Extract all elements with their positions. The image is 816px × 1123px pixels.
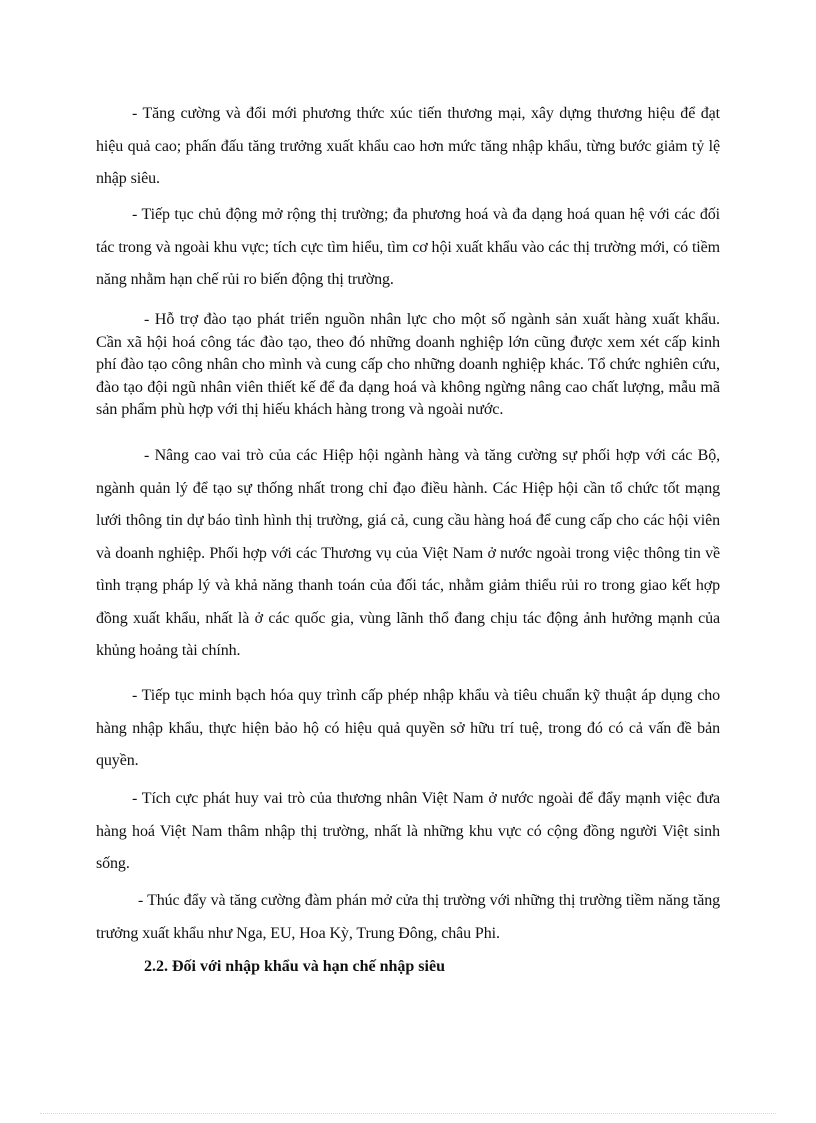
paragraph-overseas-traders: - Tích cực phát huy vai trò của thương nhân Việt Nam ở nước ngoài để đẩy mạnh việc đưa hàng hoá Việt Nam thâm nhập thị trường, nhất là những khu vực có cộng đồng người Việt sinh sống.	[96, 790, 720, 872]
paragraph-trade-promotion: - Tăng cường và đổi mới phương thức xúc tiến thương mại, xây dựng thương hiệu để đạt hiệu quả cao; phấn đấu tăng trưởng xuất khẩu cao hơn mức tăng nhập khẩu, từng bước giảm tỷ lệ nhập siêu.	[96, 105, 720, 187]
paragraph-training-support: - Hỗ trợ đào tạo phát triển nguồn nhân lực cho một số ngành sản xuất hàng xuất khẩu. Cần xã hội hoá công tác đào tạo, theo đó những doanh nghiệp lớn cũng được xem xét cấp kinh phí đào tạo công nhân cho mình và cung cấp cho những doanh nghiệp khác. Tổ chức nghiên cứu, đào tạo đội ngũ nhân viên thiết kế để đa dạng hoá và không ngừng nâng cao chất lượng, mẫu mã sản phẩm phù hợp với thị hiếu khách hàng trong và ngoài nước.	[96, 310, 720, 418]
paragraph-import-licensing: - Tiếp tục minh bạch hóa quy trình cấp phép nhập khẩu và tiêu chuẩn kỹ thuật áp dụng cho hàng nhập khẩu, thực hiện bảo hộ có hiệu quả quyền sở hữu trí tuệ, trong đó có cả vấn đề bản quyền.	[96, 687, 720, 769]
paragraph-market-negotiation: - Thúc đẩy và tăng cường đàm phán mở cửa thị trường với những thị trường tiềm năng tăng trưởng xuất khẩu như Nga, EU, Hoa Kỳ, Trung Đông, châu Phi.	[96, 892, 720, 942]
paragraph-market-expansion: - Tiếp tục chủ động mở rộng thị trường; đa phương hoá và đa dạng hoá quan hệ với các đối tác trong và ngoài khu vực; tích cực tìm hiểu, tìm cơ hội xuất khẩu vào các thị trường mới, có tiềm năng nhằm hạn chế rủi ro biến động thị trường.	[96, 206, 720, 288]
paragraph-industry-associations: - Nâng cao vai trò của các Hiệp hội ngành hàng và tăng cường sự phối hợp với các Bộ, ngành quản lý để tạo sự thống nhất trong chỉ đạo điều hành. Các Hiệp hội cần tổ chức tốt mạng lưới thông tin dự báo tình hình thị trường, giá cả, cung cầu hàng hoá để cung cấp cho các hội viên và doanh nghiệp. Phối hợp với các Thương vụ của Việt Nam ở nước ngoài trong việc thông tin về tình trạng pháp lý và khả năng thanh toán của đối tác, nhằm giảm thiểu rủi ro trong giao kết hợp đồng xuất khẩu, nhất là ở các quốc gia, vùng lãnh thổ đang chịu tác động ảnh hưởng mạnh của khủng hoảng tài chính.	[96, 447, 720, 659]
page-bottom-divider	[40, 1113, 776, 1114]
section-heading: 2.2. Đối với nhập khẩu và hạn chế nhập siêu	[144, 958, 445, 975]
